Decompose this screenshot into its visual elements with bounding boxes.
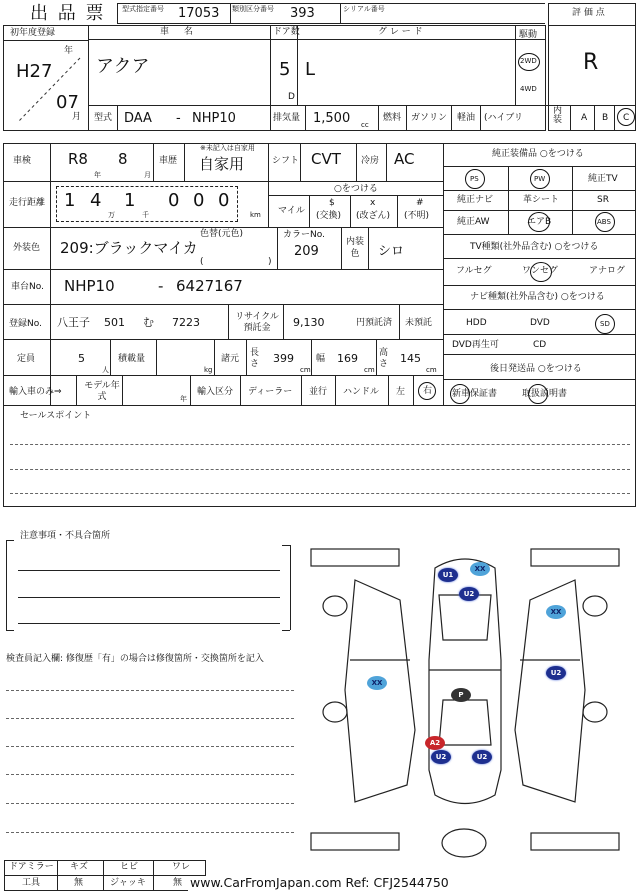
mileage-option-mile: マイル — [278, 206, 305, 216]
width-unit: cm — [364, 366, 375, 374]
length-label: 長さ — [250, 348, 260, 369]
type-code: NHP10 — [192, 111, 236, 126]
inspector-note-label: 検査員記入欄: 修復歴「有」の場合は修復箇所・交換箇所を記入 — [6, 654, 264, 664]
mileage-label: 走行距離 — [9, 198, 46, 208]
history-label: 車歴 — [159, 156, 178, 166]
recycle-unpaid: 未預託 — [405, 318, 433, 328]
ac-label: 冷房 — [361, 156, 380, 166]
doors-label: ドア数 — [273, 27, 300, 37]
grade-label: グ レ ー ド — [378, 27, 423, 37]
width-label: 幅 — [316, 354, 326, 364]
length-value: 399 — [273, 352, 294, 365]
inspection-label: 車検 — [13, 156, 32, 166]
equipment-airbag: エアB — [527, 217, 552, 227]
color-number-label: カラーNo. — [283, 230, 325, 240]
import-class-label: 輸入区分 — [197, 387, 234, 397]
history-value: 自家用 — [199, 155, 245, 173]
handle-left: 左 — [396, 387, 406, 397]
documents-header: 後日発送品 ○をつける — [490, 364, 582, 374]
type-dash: - — [176, 111, 181, 126]
nav-hdd: HDD — [466, 318, 487, 328]
score-value: R — [583, 50, 599, 75]
inspection-year: 8 — [118, 150, 128, 168]
first-registration-label: 初年度登録 — [10, 28, 56, 38]
recycle-fee-value: 9,130 — [293, 316, 325, 329]
history-note: ※未記入は自家用 — [200, 144, 255, 152]
mileage-unit-man: 万 — [108, 211, 115, 219]
capacity-unit: 人 — [102, 366, 109, 374]
caution-label: 注意事項・不具合箇所 — [20, 531, 111, 541]
interior-grade-b: B — [602, 113, 609, 123]
drive-label: 駆動 — [519, 30, 538, 40]
damage-mark-left-door: XX — [367, 676, 387, 690]
shift-label: シフト — [272, 156, 300, 166]
registration-number: 7223 — [172, 316, 200, 329]
car-name-value: アクア — [96, 56, 150, 77]
damage-mark-right-front: XX — [546, 605, 566, 619]
damage-mark-right-rear: U2 — [546, 666, 566, 680]
legend-tools: 工具 — [22, 878, 41, 888]
damage-mark-rear-1: A2 — [425, 736, 445, 750]
first-reg-year: H27 — [16, 61, 53, 82]
ac-value: AC — [394, 150, 415, 168]
legend-jack: ジャッキ — [110, 878, 146, 888]
tv-type-header: TV種類(社外品含む) ○をつける — [470, 242, 599, 252]
fuel-light-oil: 軽油 — [457, 113, 476, 123]
import-parallel: 並行 — [309, 387, 328, 397]
capacity-label: 定員 — [17, 354, 36, 364]
damage-mark-rear-2: U2 — [431, 750, 451, 764]
mileage-check-label: ○をつける — [334, 184, 378, 194]
legend-jack-value: 無 — [173, 878, 183, 888]
equipment-pw: PW — [534, 175, 546, 183]
legend-tools-value: 無 — [74, 878, 84, 888]
registration-kana: む — [143, 316, 154, 329]
interior-color-value: シロ — [378, 244, 405, 259]
equipment-leather: 革シート — [523, 195, 560, 205]
model-year-unit: 年 — [180, 395, 187, 403]
chassis-model: NHP10 — [64, 277, 115, 295]
exterior-color-label: 外装色 — [13, 243, 41, 253]
inspection-year-unit: 年 — [94, 171, 101, 179]
dimensions-label: 諸元 — [221, 354, 240, 364]
recycle-fee-label: リサイクル預託金 — [235, 312, 279, 333]
equipment-sunroof: SR — [597, 195, 609, 205]
registration-class: 501 — [104, 316, 125, 329]
load-label: 積載量 — [118, 354, 146, 364]
serial-label: シリアル番号 — [343, 5, 385, 13]
watermark: www.CarFromJapan.com Ref: CFJ2544750 — [190, 875, 449, 890]
score-label: 評 価 点 — [572, 8, 605, 18]
load-unit: kg — [204, 366, 213, 374]
interior-grade-a: A — [581, 113, 588, 123]
displacement-unit: cc — [361, 121, 369, 129]
equipment-oem-tv: 純正TV — [588, 174, 618, 184]
mileage-digit-5: 0 — [193, 190, 205, 211]
fuel-hybrid: (ハイブリ — [484, 113, 523, 123]
chassis-label: 車台No. — [11, 282, 44, 292]
model-spec-number: 17053 — [178, 6, 220, 21]
docs-manual: 取扱説明書 — [522, 389, 568, 399]
fuel-gasoline: ガソリン — [411, 113, 448, 123]
category-label: 類別区分番号 — [232, 5, 274, 13]
shift-value: CVT — [311, 150, 341, 168]
mileage-option-altered-symbol: x — [370, 198, 376, 208]
drive-4wd: 4WD — [520, 85, 537, 93]
exterior-color-paren-open: ( — [200, 257, 204, 267]
recycle-fee-status: 円預託済 — [356, 318, 393, 328]
interior-color-label: 内装色 — [346, 237, 365, 259]
interior-grade-c: C — [623, 113, 630, 123]
sales-point-label: セールスポイント — [20, 411, 92, 421]
tv-oneseg: ワンセグ — [522, 266, 559, 276]
equipment-oem-aw: 純正AW — [457, 217, 490, 227]
chassis-dash: - — [158, 277, 164, 295]
nav-dvd-playback: DVD再生可 — [452, 340, 499, 350]
equipment-oem-navi: 純正ナビ — [457, 195, 494, 205]
inspection-era: R8 — [68, 150, 88, 168]
height-unit: cm — [426, 366, 437, 374]
grade-value: L — [305, 59, 316, 80]
mileage-option-altered: (改ざん) — [356, 211, 391, 221]
damage-mark-hood: U2 — [459, 587, 479, 601]
width-value: 169 — [337, 352, 358, 365]
mileage-option-replaced: (交換) — [316, 211, 342, 221]
exterior-color-paren-close: ) — [268, 257, 272, 267]
nav-cd: CD — [533, 340, 547, 350]
type-label: 型式 — [94, 113, 113, 123]
nav-dvd: DVD — [530, 318, 550, 328]
displacement-label: 排気量 — [273, 113, 301, 123]
car-name-label: 車 名 — [160, 27, 199, 37]
legend-door-mirror: ドアミラー — [9, 862, 54, 872]
damage-mark-roof: P — [451, 688, 471, 702]
equipment-header: 純正装備品 ○をつける — [492, 149, 584, 159]
nav-sd: SD — [600, 320, 610, 328]
capacity-value: 5 — [78, 352, 85, 365]
legend-scratch: キズ — [70, 862, 88, 872]
color-number-value: 209 — [294, 244, 319, 259]
handle-label: ハンドル — [343, 387, 380, 397]
first-reg-year-unit: 年 — [64, 46, 74, 56]
doors-value: 5 — [279, 59, 291, 80]
chassis-number: 6427167 — [176, 277, 243, 295]
mileage-option-replaced-symbol: $ — [329, 198, 335, 208]
nav-type-header: ナビ種類(社外品含む) ○をつける — [470, 292, 605, 302]
import-label: 輸入車のみ⇒ — [9, 387, 62, 397]
mileage-option-unknown-symbol: # — [416, 198, 424, 208]
mileage-unit-km: km — [250, 211, 261, 219]
equipment-ps: PS — [470, 175, 479, 183]
inspection-month-unit: 月 — [144, 171, 151, 179]
exterior-color-value: 209:ブラックマイカ — [60, 239, 198, 257]
registration-label: 登録No. — [9, 319, 42, 329]
height-value: 145 — [400, 352, 421, 365]
sheet-title: 出 品 票 — [30, 3, 106, 24]
first-reg-month-unit: 月 — [72, 112, 82, 122]
damage-mark-front-1: U1 — [438, 568, 458, 582]
import-dealer: ディーラー — [248, 387, 293, 397]
tv-fullseg: フルセグ — [456, 266, 492, 276]
mileage-digit-3: 1 — [124, 190, 136, 211]
interior-grade-label: 内装 — [553, 106, 563, 125]
mileage-unit-sen: 千 — [142, 211, 149, 219]
category-number: 393 — [290, 6, 315, 21]
mileage-digit-2: 4 — [90, 190, 102, 211]
mileage-option-unknown: (不明) — [404, 211, 430, 221]
handle-right: 右 — [423, 386, 433, 396]
model-spec-label: 型式指定番号 — [122, 5, 164, 13]
legend-crack: ヒビ — [120, 862, 139, 872]
type-prefix: DAA — [124, 111, 152, 126]
height-label: 高さ — [379, 348, 389, 369]
damage-mark-front-2: XX — [470, 562, 490, 576]
displacement-value: 1,500 — [313, 111, 351, 126]
equipment-abs: ABS — [597, 218, 611, 226]
registration-area: 八王子 — [57, 316, 90, 329]
exterior-color-change-note: 色替(元色) — [200, 229, 244, 239]
model-year-label: モデル年式 — [84, 381, 120, 402]
mileage-digit-4: 0 — [168, 190, 180, 211]
mileage-digit-1: 1 — [64, 190, 76, 211]
docs-warranty: 新車保証書 — [452, 389, 498, 399]
legend-break: ワレ — [172, 862, 191, 872]
first-reg-divider — [10, 50, 86, 126]
tv-analog: アナログ — [589, 266, 626, 276]
damage-mark-rear-3: U2 — [472, 750, 492, 764]
length-unit: cm — [300, 366, 311, 374]
first-reg-month: 07 — [56, 92, 79, 113]
mileage-digit-6: 0 — [218, 190, 230, 211]
drive-2wd: 2WD — [520, 57, 537, 65]
fuel-label: 燃料 — [383, 113, 402, 123]
door-type: D — [288, 92, 295, 102]
